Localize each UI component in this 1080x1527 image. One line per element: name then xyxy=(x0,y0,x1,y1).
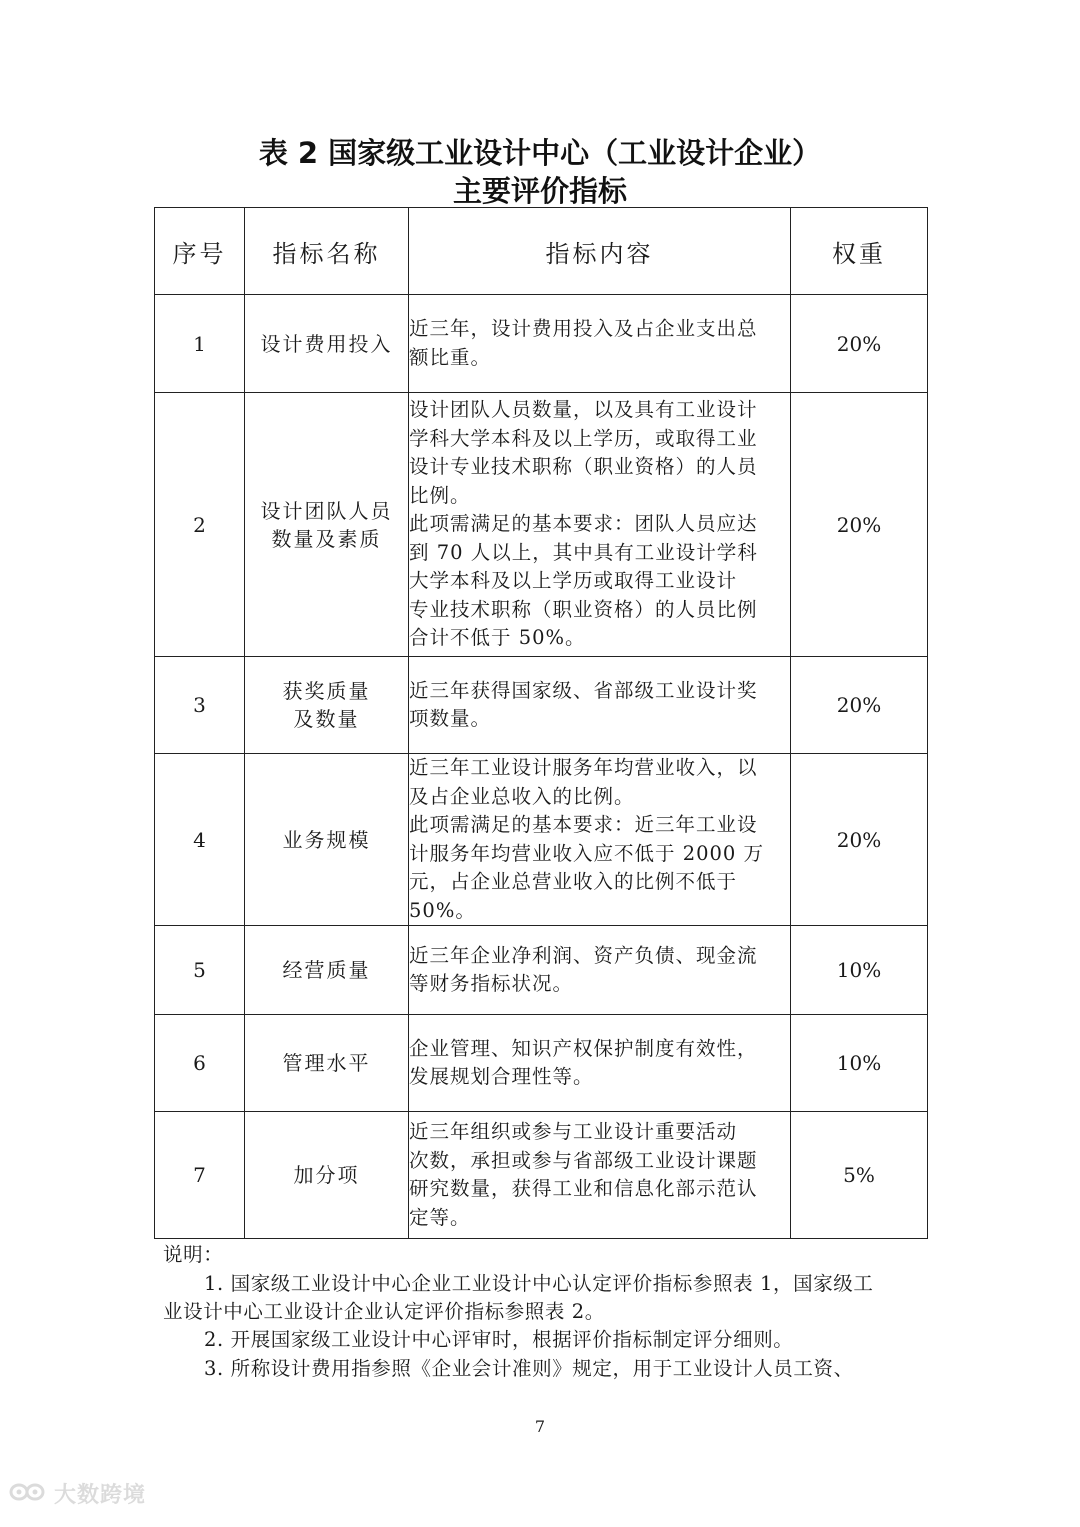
row-content: 企业管理、知识产权保护制度有效性， 发展规划合理性等。 xyxy=(409,1015,791,1112)
table-header-row xyxy=(155,208,928,295)
row-weight: 20% xyxy=(791,295,928,393)
row-name: 获奖质量 及数量 xyxy=(245,657,409,754)
note-item-2: 2. 开展国家级工业设计中心评审时，根据评价指标制定评分细则。 xyxy=(204,1328,794,1351)
table-row xyxy=(155,295,928,393)
row-content: 设计团队人员数量，以及具有工业设计 学科大学本科及以上学历，或取得工业 设计专业技术职称（职业资格）的人员 比例。 此项需满足的基本要求：团队人员应达 到 70 人以上，其中具有工业设计学科 大学本科及以上学历或取得工业设计 专业技术职称（职业资格）的人员比例 合计不低于 50%。 xyxy=(409,393,791,657)
notes-heading: 说明： xyxy=(163,1243,224,1266)
row-num: 6 xyxy=(155,1015,245,1112)
header-weight: 权重 xyxy=(791,208,928,295)
row-name: 经营质量 xyxy=(245,926,409,1015)
table-row xyxy=(155,754,928,926)
table-row xyxy=(155,657,928,754)
row-content: 近三年组织或参与工业设计重要活动 次数，承担或参与省部级工业设计课题 研究数量，获得工业和信息化部示范认 定等。 xyxy=(409,1112,791,1239)
row-weight: 10% xyxy=(791,1015,928,1112)
row-name: 加分项 xyxy=(245,1112,409,1239)
brand-logo-icon xyxy=(8,1479,48,1509)
note-item-1: 1. 国家级工业设计中心企业工业设计中心认定评价指标参照表 1，国家级工 xyxy=(204,1272,874,1295)
watermark-text: 大数跨境 xyxy=(54,1483,147,1508)
row-weight: 5% xyxy=(791,1112,928,1239)
page-subtitle: 主要评价指标 xyxy=(452,174,627,208)
page-title: 表 2 国家级工业设计中心（工业设计企业） xyxy=(258,136,822,170)
row-num: 4 xyxy=(155,754,245,926)
row-content: 近三年获得国家级、省部级工业设计奖 项数量。 xyxy=(409,657,791,754)
header-name: 指标名称 xyxy=(245,208,409,295)
row-num: 3 xyxy=(155,657,245,754)
watermark xyxy=(8,1478,146,1509)
note-item-1-continued: 业设计中心工业设计企业认定评价指标参照表 2。 xyxy=(163,1300,605,1323)
row-name: 设计费用投入 xyxy=(245,295,409,393)
page-number: 7 xyxy=(534,1417,546,1436)
header-content: 指标内容 xyxy=(409,208,791,295)
row-name: 设计团队人员 数量及素质 xyxy=(245,393,409,657)
row-content: 近三年，设计费用投入及占企业支出总 额比重。 xyxy=(409,295,791,393)
row-weight: 20% xyxy=(791,657,928,754)
row-content: 近三年企业净利润、资产负债、现金流 等财务指标状况。 xyxy=(409,926,791,1015)
row-num: 7 xyxy=(155,1112,245,1239)
table-row xyxy=(155,1015,928,1112)
note-item-3: 3. 所称设计费用指参照《企业会计准则》规定，用于工业设计人员工资、 xyxy=(204,1357,854,1380)
row-weight: 20% xyxy=(791,393,928,657)
row-weight: 20% xyxy=(791,754,928,926)
row-num: 1 xyxy=(155,295,245,393)
row-name: 业务规模 xyxy=(245,754,409,926)
evaluation-table xyxy=(154,207,928,1239)
row-name: 管理水平 xyxy=(245,1015,409,1112)
table-row xyxy=(155,926,928,1015)
row-weight: 10% xyxy=(791,926,928,1015)
row-content: 近三年工业设计服务年均营业收入，以 及占企业总收入的比例。 此项需满足的基本要求：近三年工业设 计服务年均营业收入应不低于 2000 万 元，占企业总营业收入的比例不低于 50%。 xyxy=(409,754,791,926)
row-num: 2 xyxy=(155,393,245,657)
table-row xyxy=(155,393,928,657)
row-num: 5 xyxy=(155,926,245,1015)
header-num: 序号 xyxy=(155,208,245,295)
table-row xyxy=(155,1112,928,1239)
